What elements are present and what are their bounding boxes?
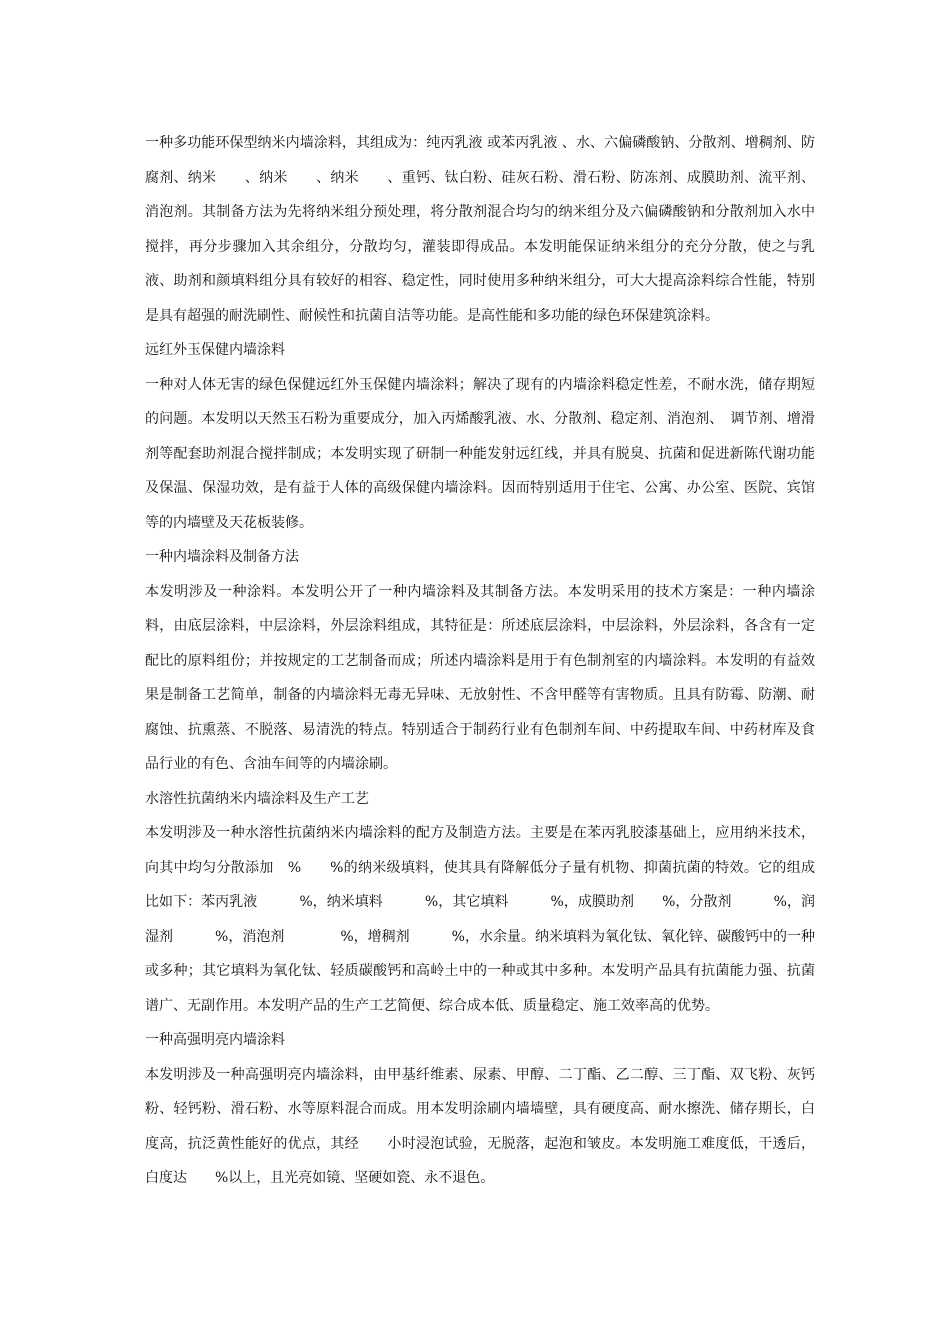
document-body bbox=[145, 126, 815, 1196]
abstract-paragraph-interior-coating-method: 本发明涉及一种涂料。本发明公开了一种内墙涂料及其制备方法。本发明采用的技术方案是：一种内墙涂料，由底层涂料，中层涂料，外层涂料组成，其特征是：所述底层涂料，中层涂料，外层涂料，各含有一定配比的原料组份；并按规定的工艺制备而成；所述内墙涂料是用于有色制剂室的内墙涂料。本发明的有益效果是制备工艺简单，制备的内墙涂料无毒无异味、无放射性、不含甲醛等有害物质。且具有防霉、防潮、耐腐蚀、抗熏蒸、不脱落、易清洗的特点。特别适合于制药行业有色制剂车间、中药提取车间、中药材库及食品行业的有色、含油车间等的内墙涂刷。 bbox=[145, 583, 815, 772]
section-heading-far-infrared-jade: 远红外玉保健内墙涂料 bbox=[145, 342, 285, 358]
abstract-paragraph-multifunctional-nano-coating: 一种多功能环保型纳米内墙涂料，其组成为：纯丙乳液 或苯丙乳液 、水、六偏磷酸钠、分散剂、增稠剂、防腐剂、纳米 、纳米 、纳米 、重钙、钛白粉、硅灰石粉、滑石粉、防冻剂、成膜助剂、流平剂、消泡剂。其制备方法为先将纳米组分预处理，将分散剂混合均匀的纳米组分及六偏磷酸钠和分散剂加入水中搅拌，再分步骤加入其余组分，分散均匀，灌装即得成品。本发明能保证纳米组分的充分分散，使之与乳液、助剂和颜填料组分具有较好的相容、稳定性，同时使用多种纳米组分，可大大提高涂料综合性能，特别是具有超强的耐洗刷性、耐候性和抗菌自洁等功能。是高性能和多功能的绿色环保建筑涂料。 bbox=[145, 135, 815, 324]
section-heading-interior-coating-method: 一种内墙涂料及制备方法 bbox=[145, 549, 299, 565]
section-heading-water-soluble-antibacterial: 水溶性抗菌纳米内墙涂料及生产工艺 bbox=[145, 790, 369, 807]
abstract-paragraph-far-infrared-jade: 一种对人体无害的绿色保健远红外玉保健内墙涂料；解决了现有的内墙涂料稳定性差，不耐水洗，储存期短的问题。本发明以天然玉石粉为重要成分，加入丙烯酸乳液、水、分散剂、稳定剂、消泡剂、 调节剂、增滑剂等配套助剂混合搅拌制成；本发明实现了研制一种能发射远红线，并具有脱臭、抗菌和促进新陈代谢功能及保温、保湿功效，是有益于人体的高级保健内墙涂料。因而特别适用于住宅、公寓、办公室、医院、宾馆等的内墙壁及天花板装修。 bbox=[145, 376, 815, 531]
abstract-paragraph-water-soluble-antibacterial: 本发明涉及一种水溶性抗菌纳米内墙涂料的配方及制造方法。主要是在苯丙乳胶漆基础上，应用纳米技术，向其中均匀分散添加 % %的纳米级填料，使其具有降解低分子量有机物、抑菌抗菌的特效。它的组成比如下：苯丙乳液 %，纳米填料 %，其它填料 %，成膜助剂 %，分散剂 %，润湿剂 %，消泡剂 %，增稠剂 %，水余量。纳米填料为氧化钛、氧化锌、碳酸钙中的一种或多种；其它填料为氧化钛、轻质碳酸钙和高岭土中的一种或其中多种。本发明产品具有抗菌能力强、抗菌谱广、无副作用。本发明产品的生产工艺简便、综合成本低、质量稳定、施工效率高的优势。 bbox=[145, 825, 815, 1014]
section-heading-high-strength-bright: 一种高强明亮内墙涂料 bbox=[145, 1032, 285, 1048]
abstract-paragraph-high-strength-bright: 本发明涉及一种高强明亮内墙涂料，由甲基纤维素、尿素、甲醇、二丁酯、乙二醇、三丁酯、双飞粉、灰钙粉、轻钙粉、滑石粉、水等原料混合而成。用本发明涂刷内墙墙壁，具有硬度高、耐水擦洗、储存期长，白度高，抗泛黄性能好的优点，其经 小时浸泡试验，无脱落，起泡和皱皮。本发明施工难度低，干透后，白度达 %以上，且光亮如镜、坚硬如瓷、永不退色。 bbox=[145, 1066, 815, 1186]
